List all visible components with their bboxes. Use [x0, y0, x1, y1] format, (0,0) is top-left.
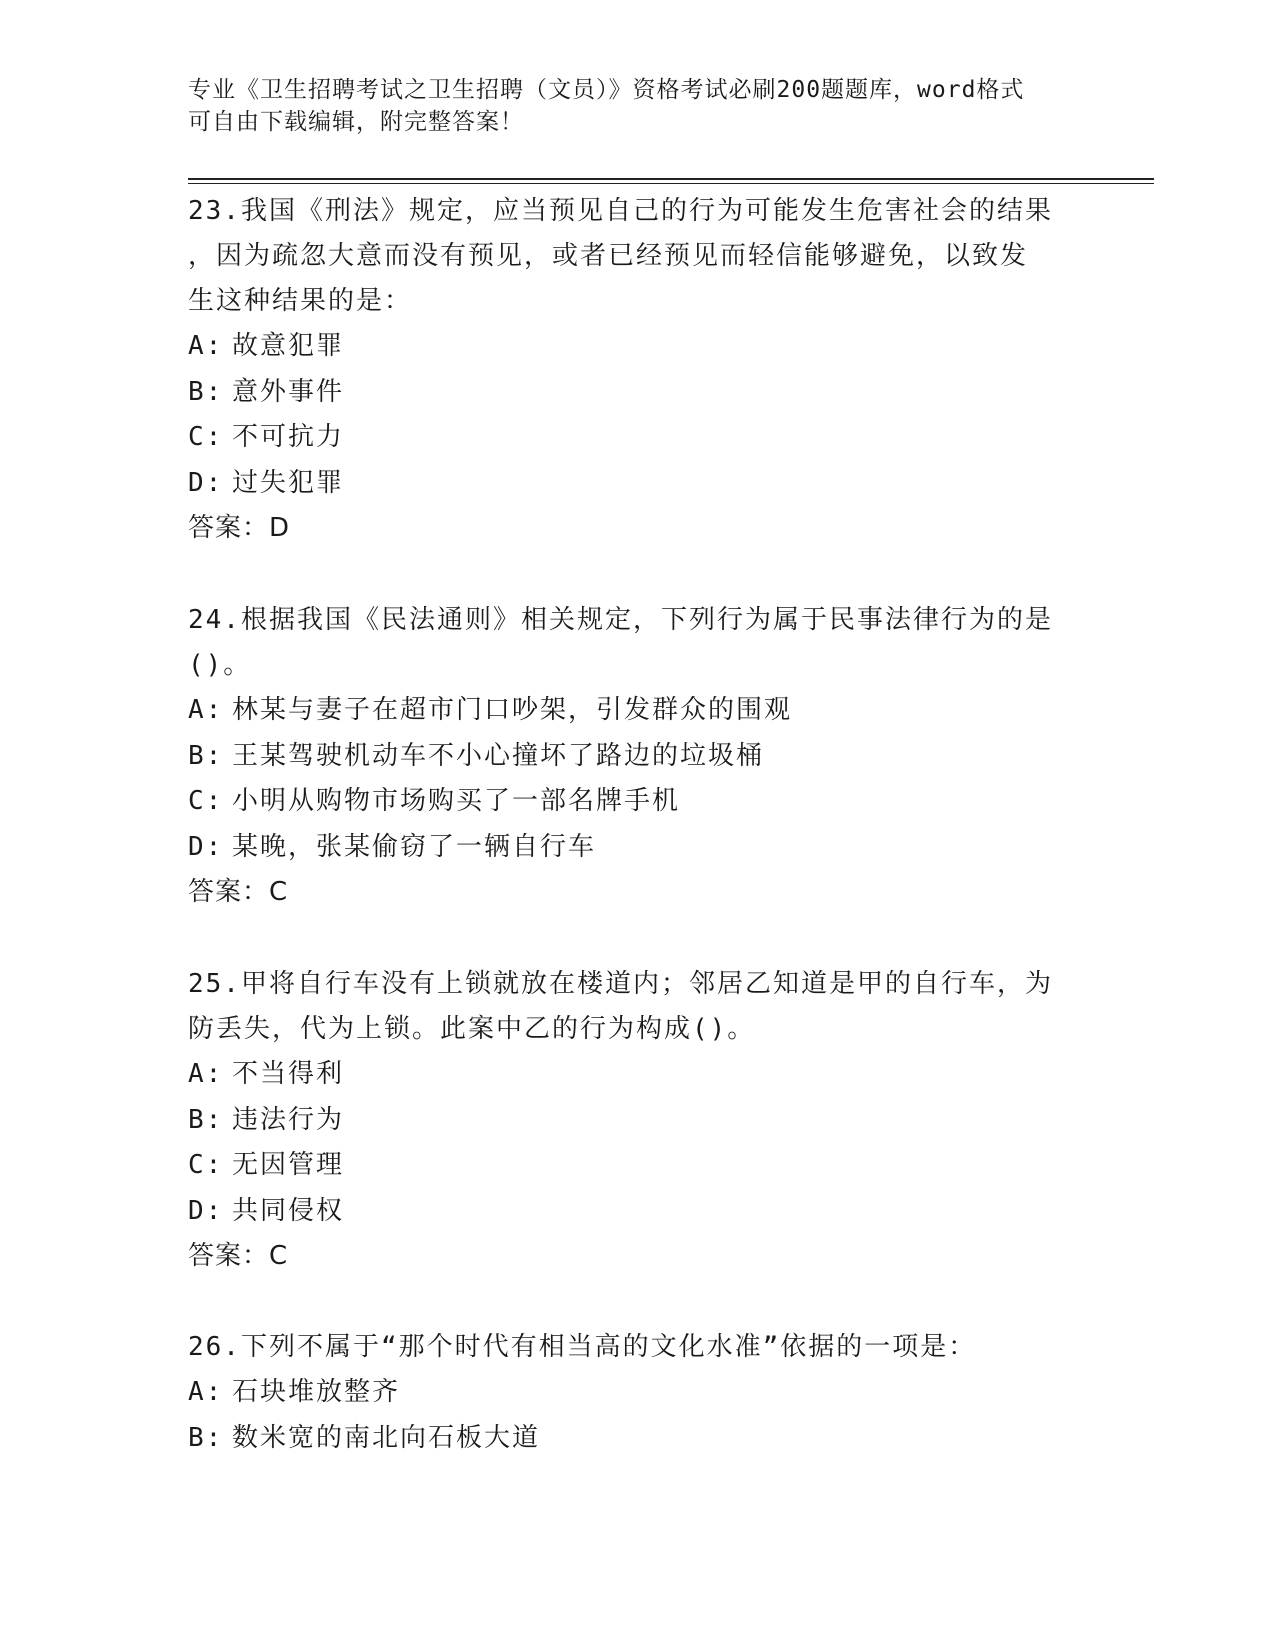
- option-text: 意外事件: [232, 376, 345, 407]
- stem-line: 防丢失，代为上锁。此案中乙的行为构成()。: [188, 1014, 756, 1044]
- option-b: [188, 370, 1088, 416]
- option-text: 共同侵权: [232, 1195, 345, 1226]
- option-a: [188, 1052, 1088, 1098]
- stem-line: ，因为疏忽大意而没有预见，或者已经预见而轻信能够避免，以致发: [188, 241, 1029, 271]
- option-text: 不可抗力: [232, 422, 345, 452]
- option-c: [188, 779, 1088, 825]
- answer-line: 答案：C: [188, 877, 289, 907]
- option-text: 某晚，张某偷窃了一辆自行车: [232, 831, 597, 862]
- option-text: 不当得利: [232, 1059, 345, 1089]
- option-key: A:: [188, 1059, 224, 1089]
- option-key: D:: [188, 467, 224, 498]
- answer-line: 答案：D: [188, 513, 291, 543]
- option-key: D:: [188, 831, 224, 862]
- question-23: [188, 189, 1088, 551]
- option-a: [188, 324, 1088, 370]
- option-key: B:: [188, 740, 224, 771]
- option-b: [188, 734, 1088, 780]
- stem-line: 23.我国《刑法》规定，应当预见自己的行为可能发生危害社会的结果: [188, 196, 1053, 226]
- stem-line: 25.甲将自行车没有上锁就放在楼道内；邻居乙知道是甲的自行车，为: [188, 969, 1053, 999]
- answer-line: 答案：C: [188, 1241, 289, 1271]
- option-text: 数米宽的南北向石板大道: [232, 1422, 541, 1453]
- question-stem: [188, 962, 1088, 1052]
- stem-line: 24.根据我国《民法通则》相关规定，下列行为属于民事法律行为的是: [188, 605, 1053, 635]
- option-text: 过失犯罪: [232, 467, 345, 498]
- option-key: C:: [188, 786, 224, 816]
- option-b: [188, 1416, 1088, 1462]
- option-text: 王某驾驶机动车不小心撞坏了路边的垃圾桶: [232, 740, 765, 771]
- stem-line: 26.下列不属于“那个时代有相当高的文化水准”依据的一项是：: [188, 1332, 977, 1362]
- question-25: [188, 962, 1088, 1279]
- option-text: 石块堆放整齐: [232, 1377, 401, 1407]
- header-line-2: 可自由下载编辑，附完整答案！: [188, 109, 524, 135]
- header-divider-thick: [188, 178, 1154, 180]
- option-key: B:: [188, 1104, 224, 1135]
- option-key: B:: [188, 376, 224, 407]
- option-key: A:: [188, 1377, 224, 1407]
- option-a: [188, 688, 1088, 734]
- option-d: [188, 825, 1088, 871]
- option-c: [188, 415, 1088, 461]
- option-d: [188, 461, 1088, 507]
- stem-line: ()。: [188, 650, 252, 680]
- option-text: 林某与妻子在超市门口吵架，引发群众的围观: [232, 695, 793, 725]
- document-header: [188, 74, 1078, 138]
- header-divider-thin: [188, 183, 1154, 184]
- header-line-1: 专业《卫生招聘考试之卫生招聘（文员）》资格考试必刷200题题库，word格式: [188, 77, 1025, 103]
- option-key: D:: [188, 1195, 224, 1226]
- option-c: [188, 1143, 1088, 1189]
- option-key: A:: [188, 331, 224, 361]
- option-text: 小明从购物市场购买了一部名牌手机: [232, 786, 681, 816]
- question-stem: [188, 598, 1088, 688]
- option-key: C:: [188, 422, 224, 452]
- option-text: 故意犯罪: [232, 331, 345, 361]
- option-key: C:: [188, 1150, 224, 1180]
- stem-line: 生这种结果的是：: [188, 286, 413, 316]
- option-text: 无因管理: [232, 1150, 345, 1180]
- option-d: [188, 1189, 1088, 1235]
- option-text: 违法行为: [232, 1104, 345, 1135]
- question-26: [188, 1325, 1088, 1461]
- question-24: [188, 598, 1088, 915]
- option-key: B:: [188, 1422, 224, 1453]
- option-key: A:: [188, 695, 224, 725]
- option-b: [188, 1098, 1088, 1144]
- question-stem: [188, 1325, 1088, 1370]
- question-stem: [188, 189, 1088, 324]
- option-a: [188, 1370, 1088, 1416]
